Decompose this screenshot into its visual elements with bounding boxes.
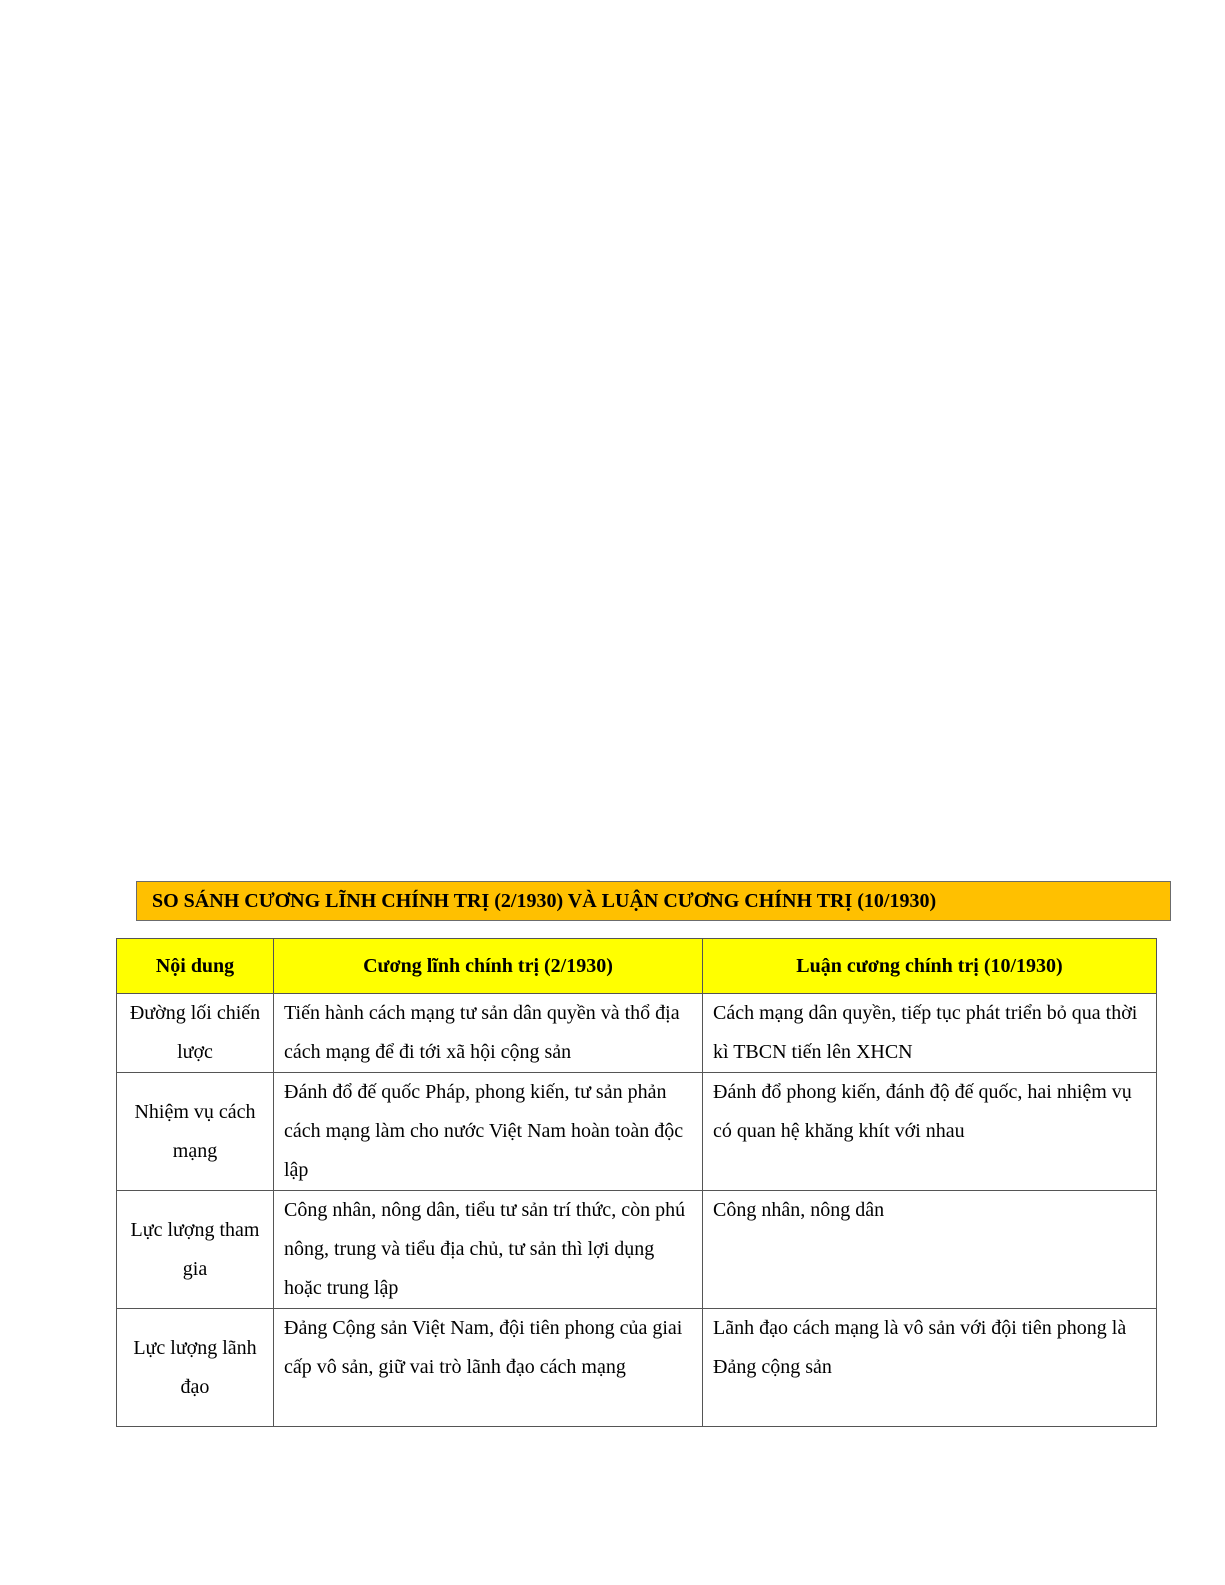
table-row bbox=[117, 1073, 1157, 1191]
row-topic: Lực lượng lãnh đạo bbox=[117, 1309, 274, 1427]
header-noi-dung: Nội dung bbox=[117, 939, 274, 994]
comparison-title-text: SO SÁNH CƯƠNG LĨNH CHÍNH TRỊ (2/1930) VÀ LUẬN CƯƠNG CHÍNH TRỊ (10/1930) bbox=[152, 889, 937, 912]
row-cuong-linh: Công nhân, nông dân, tiểu tư sản trí thức, còn phú nông, trung và tiểu địa chủ, tư sản thì lợi dụng hoặc trung lập bbox=[274, 1191, 703, 1309]
row-cuong-linh: Đảng Cộng sản Việt Nam, đội tiên phong của giai cấp vô sản, giữ vai trò lãnh đạo cách mạng bbox=[274, 1309, 703, 1427]
table-row bbox=[117, 1191, 1157, 1309]
row-topic: Nhiệm vụ cách mạng bbox=[117, 1073, 274, 1191]
comparison-title bbox=[136, 881, 1171, 921]
row-cuong-linh: Đánh đổ đế quốc Pháp, phong kiến, tư sản phản cách mạng làm cho nước Việt Nam hoàn toàn độc lập bbox=[274, 1073, 703, 1191]
table-header-row bbox=[117, 939, 1157, 994]
row-topic: Đường lối chiến lược bbox=[117, 994, 274, 1073]
comparison-table bbox=[116, 938, 1157, 1427]
row-cuong-linh: Tiến hành cách mạng tư sản dân quyền và thổ địa cách mạng để đi tới xã hội cộng sản bbox=[274, 994, 703, 1073]
row-luan-cuong: Cách mạng dân quyền, tiếp tục phát triển bỏ qua thời kì TBCN tiến lên XHCN bbox=[703, 994, 1157, 1073]
table-row bbox=[117, 994, 1157, 1073]
row-luan-cuong: Công nhân, nông dân bbox=[703, 1191, 1157, 1309]
row-topic: Lực lượng tham gia bbox=[117, 1191, 274, 1309]
header-luan-cuong: Luận cương chính trị (10/1930) bbox=[703, 939, 1157, 994]
table-row bbox=[117, 1309, 1157, 1427]
row-luan-cuong: Đánh đổ phong kiến, đánh độ đế quốc, hai nhiệm vụ có quan hệ khăng khít với nhau bbox=[703, 1073, 1157, 1191]
header-cuong-linh: Cương lĩnh chính trị (2/1930) bbox=[274, 939, 703, 994]
row-luan-cuong: Lãnh đạo cách mạng là vô sản với đội tiên phong là Đảng cộng sản bbox=[703, 1309, 1157, 1427]
